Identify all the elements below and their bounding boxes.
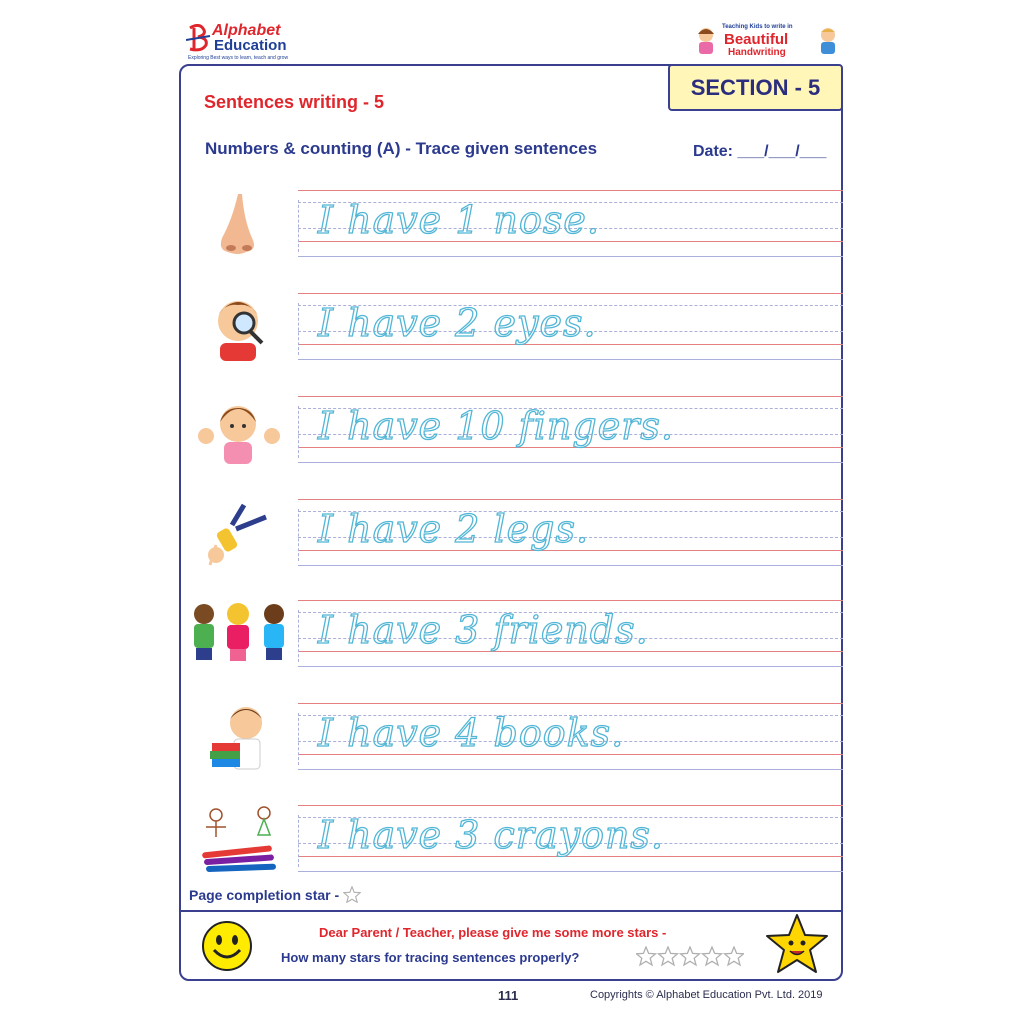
b-logo-icon: [186, 24, 212, 52]
boy-handstand-icon: [186, 499, 292, 569]
tracing-row: [186, 190, 844, 260]
beautiful-handwriting-logo: [692, 22, 842, 62]
trace-sentence: I have 2 legs.: [318, 507, 590, 551]
girl-hands-icon: [186, 396, 292, 466]
tracing-row: [186, 703, 844, 773]
boy-magnifier-icon: [186, 293, 292, 363]
tracing-lines[interactable]: [298, 703, 843, 765]
section-label: SECTION - 5: [668, 64, 843, 111]
alphabet-education-logo: [186, 22, 316, 62]
trace-sentence: I have 10 fingers.: [318, 404, 674, 448]
tracing-row: [186, 600, 844, 670]
tracing-row: [186, 293, 844, 363]
tracing-lines[interactable]: [298, 293, 843, 355]
trace-sentence: I have 3 friends.: [318, 608, 649, 652]
completion-star-icon[interactable]: [343, 886, 361, 903]
brand-tagline: Exploring Best ways to learn, teach and grow: [188, 55, 289, 61]
tracing-lines[interactable]: [298, 190, 843, 252]
page-number: 111: [498, 988, 519, 1003]
trace-sentence: I have 2 eyes.: [318, 301, 597, 345]
worksheet-subtitle: Numbers & counting (A) - Trace given sentences: [205, 139, 598, 158]
trace-sentence: I have 1 nose.: [318, 198, 600, 242]
series-tagline: Teaching Kids to write in: [722, 24, 793, 30]
date-field[interactable]: Date: ___/___/___: [693, 143, 827, 160]
girl-writing-icon: [694, 26, 718, 56]
rating-stars[interactable]: [636, 946, 744, 968]
brand-line2: Education: [214, 37, 287, 54]
copyright-text: Copyrights © Alphabet Education Pvt. Ltd. 2019: [590, 989, 823, 1001]
boy-books-icon: [186, 703, 292, 773]
tracing-lines[interactable]: [298, 600, 843, 662]
tracing-lines[interactable]: [298, 499, 843, 561]
page-completion-label: Page completion star -: [189, 886, 361, 903]
tracing-lines[interactable]: [298, 805, 843, 867]
crayons-drawing-icon: [186, 805, 292, 875]
tracing-row: [186, 499, 844, 569]
footer-divider: [179, 910, 843, 912]
tracing-row: [186, 396, 844, 466]
tracing-row: [186, 805, 844, 875]
worksheet-title: Sentences writing - 5: [204, 92, 385, 112]
smiling-star-icon: [765, 913, 829, 975]
series-line1: Beautiful: [724, 31, 789, 48]
trace-sentence: I have 3 crayons.: [318, 813, 665, 857]
nose-icon: [186, 190, 292, 260]
three-kids-icon: [186, 600, 292, 670]
parent-request-text: Dear Parent / Teacher, please give me some more stars -: [319, 925, 667, 940]
boy-writing-icon: [816, 26, 840, 56]
rating-question: How many stars for tracing sentences properly?: [281, 950, 580, 965]
smiley-icon: [201, 920, 253, 972]
trace-sentence: I have 4 books.: [318, 711, 625, 755]
series-line2: Handwriting: [728, 47, 786, 58]
rating-stars-icon[interactable]: [636, 946, 744, 968]
brand-line1: Alphabet: [212, 22, 281, 39]
tracing-lines[interactable]: [298, 396, 843, 458]
